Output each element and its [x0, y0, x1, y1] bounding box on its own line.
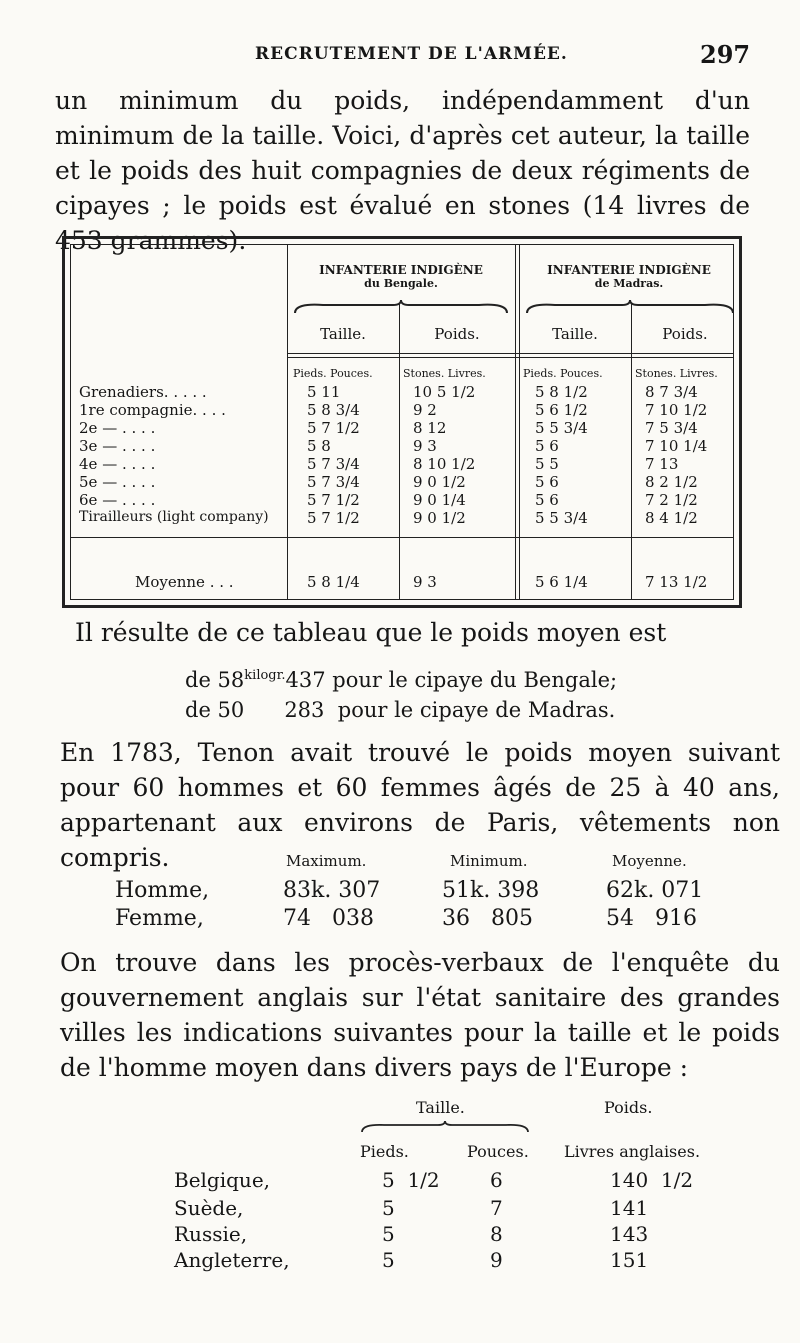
livres-value: 140 1/2: [610, 1168, 694, 1192]
femme-min: 36 805: [442, 906, 533, 931]
madras-taille: 5 8 1/2: [535, 383, 588, 401]
table-divider: [515, 245, 516, 599]
madras-taille: 5 5: [535, 455, 559, 473]
livres-value: 141: [610, 1196, 649, 1220]
bengal-poids: 9 3: [413, 437, 437, 455]
livres-value: 143: [610, 1222, 649, 1246]
pays-label: Suède,: [174, 1196, 244, 1220]
bengal-group-subtitle: du Bengale.: [364, 277, 438, 290]
col-pouces: Pouces.: [467, 1142, 529, 1161]
madras-poids: 8 7 3/4: [645, 383, 698, 401]
femme-moy: 54 916: [606, 906, 697, 931]
madras-taille: 5 5 3/4: [535, 419, 588, 437]
bengal-taille: 5 8: [307, 437, 331, 455]
bengal-poids: 9 0 1/4: [413, 491, 466, 509]
pouces-value: 8: [490, 1222, 503, 1246]
bengal-poids: 9 2: [413, 401, 437, 419]
bengal-taille-header: Taille.: [320, 325, 366, 343]
madras-taille: 5 6: [535, 437, 559, 455]
row-label: Tirailleurs (light company): [79, 509, 269, 525]
bengal-average-taille: 5 8 1/4: [307, 573, 360, 591]
madras-group-title: INFANTERIE INDIGÈNE: [547, 263, 711, 277]
bengal-units-poids: Stones. Livres.: [403, 367, 486, 380]
table-divider: [631, 303, 632, 599]
madras-taille: 5 6: [535, 491, 559, 509]
madras-poids: 7 10 1/4: [645, 437, 708, 455]
result-bengal: [185, 668, 617, 692]
homme-label: Homme,: [115, 878, 210, 903]
pouces-value: 9: [490, 1248, 503, 1272]
pays-label: Russie,: [174, 1222, 248, 1246]
pieds-value: 5: [382, 1248, 395, 1272]
running-title: RECRUTEMENT DE L'ARMÉE.: [255, 44, 568, 64]
table-divider: [287, 245, 288, 599]
col-livres: Livres anglaises.: [564, 1142, 701, 1161]
table-divider: [399, 303, 400, 599]
femme-label: Femme,: [115, 906, 204, 931]
bengal-poids: 8 10 1/2: [413, 455, 476, 473]
result-bengal-a: de 58: [185, 668, 245, 692]
madras-poids: 7 5 3/4: [645, 419, 698, 437]
madras-poids-header: Poids.: [662, 325, 708, 343]
paragraph-tenon: En 1783, Tenon avait trouvé le poids moyen suivant pour 60 hommes et 60 femmes âgés de 25 à 40 ans, appartenant aux environs de Paris, vêtements non compris.: [60, 738, 780, 872]
col-poids: Poids.: [604, 1098, 653, 1117]
madras-average-taille: 5 6 1/4: [535, 573, 588, 591]
row-label: 3e — . . . .: [79, 437, 156, 455]
row-label: 1re compagnie. . . .: [79, 401, 226, 419]
madras-taille-header: Taille.: [552, 325, 598, 343]
homme-min: 51k. 398: [442, 878, 540, 903]
madras-poids: 7 10 1/2: [645, 401, 708, 419]
bengal-poids: 9 0 1/2: [413, 509, 466, 527]
livres-value: 151: [610, 1248, 649, 1272]
bengal-poids: 8 12: [413, 419, 447, 437]
row-label: 4e — . . . .: [79, 455, 156, 473]
pieds-value: 5 1/2: [382, 1168, 440, 1192]
table-divider: [519, 245, 520, 599]
madras-taille: 5 6: [535, 473, 559, 491]
madras-units-poids: Stones. Livres.: [635, 367, 718, 380]
pouces-value: 6: [490, 1168, 503, 1192]
madras-taille: 5 5 3/4: [535, 509, 588, 527]
madras-poids: 7 13: [645, 455, 679, 473]
table-row: [0, 1168, 800, 1198]
bengal-poids-header: Poids.: [434, 325, 480, 343]
pieds-value: 5: [382, 1222, 395, 1246]
pouces-value: 7: [490, 1196, 503, 1220]
madras-group-subtitle: de Madras.: [594, 277, 664, 290]
madras-units-taille: Pieds. Pouces.: [523, 367, 603, 380]
paragraph-enquete: On trouve dans les procès-verbaux de l'enquête du gouvernement anglais sur l'état sanitaire des grandes villes les indications suivantes pour la taille et le poids de l'homme moyen dans divers pays de l'Europe :: [60, 948, 780, 1082]
bengal-taille: 5 7 1/2: [307, 509, 360, 527]
average-label: Moyenne . . .: [135, 573, 234, 591]
table-rule: [71, 537, 733, 538]
unit-superscript: kilogr.: [244, 668, 286, 683]
bengal-units-taille: Pieds. Pouces.: [293, 367, 373, 380]
paragraph-intro: un minimum du poids, indépendamment d'un minimum de la taille. Voici, d'après cet auteur, la taille et le poids des huit compagnies de deux régiments de cipayes ; le poids est évalué en stones (14 livres de 453 grammes).: [55, 86, 750, 255]
bengal-average-poids: 9 3: [413, 573, 437, 591]
row-label: 2e — . . . .: [79, 419, 156, 437]
row-label: Grenadiers. . . . .: [79, 383, 207, 401]
page-number: 297: [700, 40, 751, 69]
sepoy-table-inner: [70, 244, 734, 600]
table-row: [0, 1248, 800, 1278]
col-pieds: Pieds.: [360, 1142, 409, 1161]
pays-label: Angleterre,: [174, 1248, 290, 1272]
bengal-taille: 5 8 3/4: [307, 401, 360, 419]
bengal-taille: 5 11: [307, 383, 341, 401]
bengal-taille: 5 7 3/4: [307, 473, 360, 491]
col-minimum: Minimum.: [450, 852, 528, 870]
brace-taille: [360, 1120, 530, 1134]
table-rule: [287, 357, 733, 358]
madras-average-poids: 7 13 1/2: [645, 573, 708, 591]
page-header: [0, 38, 800, 78]
bengal-taille: 5 7 1/2: [307, 491, 360, 509]
result-lead: Il résulte de ce tableau que le poids moyen est: [75, 618, 667, 647]
bengal-poids: 9 0 1/2: [413, 473, 466, 491]
madras-poids: 8 2 1/2: [645, 473, 698, 491]
femme-max: 74 038: [283, 906, 374, 931]
brace-bengal: [293, 299, 509, 315]
result-bengal-b: 437 pour le cipaye du Bengale;: [285, 668, 618, 692]
madras-taille: 5 6 1/2: [535, 401, 588, 419]
bengal-taille: 5 7 3/4: [307, 455, 360, 473]
madras-poids: 8 4 1/2: [645, 509, 698, 527]
pieds-value: 5: [382, 1196, 395, 1220]
col-moyenne: Moyenne.: [612, 852, 687, 870]
row-label: 5e — . . . .: [79, 473, 156, 491]
homme-max: 83k. 307: [283, 878, 381, 903]
pays-label: Belgique,: [174, 1168, 271, 1192]
col-maximum: Maximum.: [286, 852, 367, 870]
col-taille: Taille.: [416, 1098, 465, 1117]
result-madras: de 50 283 pour le cipaye de Madras.: [185, 698, 616, 722]
madras-poids: 7 2 1/2: [645, 491, 698, 509]
row-label: 6e — . . . .: [79, 491, 156, 509]
sepoy-table: [62, 236, 742, 608]
brace-madras: [525, 299, 735, 315]
bengal-group-title: INFANTERIE INDIGÈNE: [319, 263, 483, 277]
bengal-taille: 5 7 1/2: [307, 419, 360, 437]
table-rule: [287, 353, 733, 354]
bengal-poids: 10 5 1/2: [413, 383, 476, 401]
homme-moy: 62k. 071: [606, 878, 704, 903]
